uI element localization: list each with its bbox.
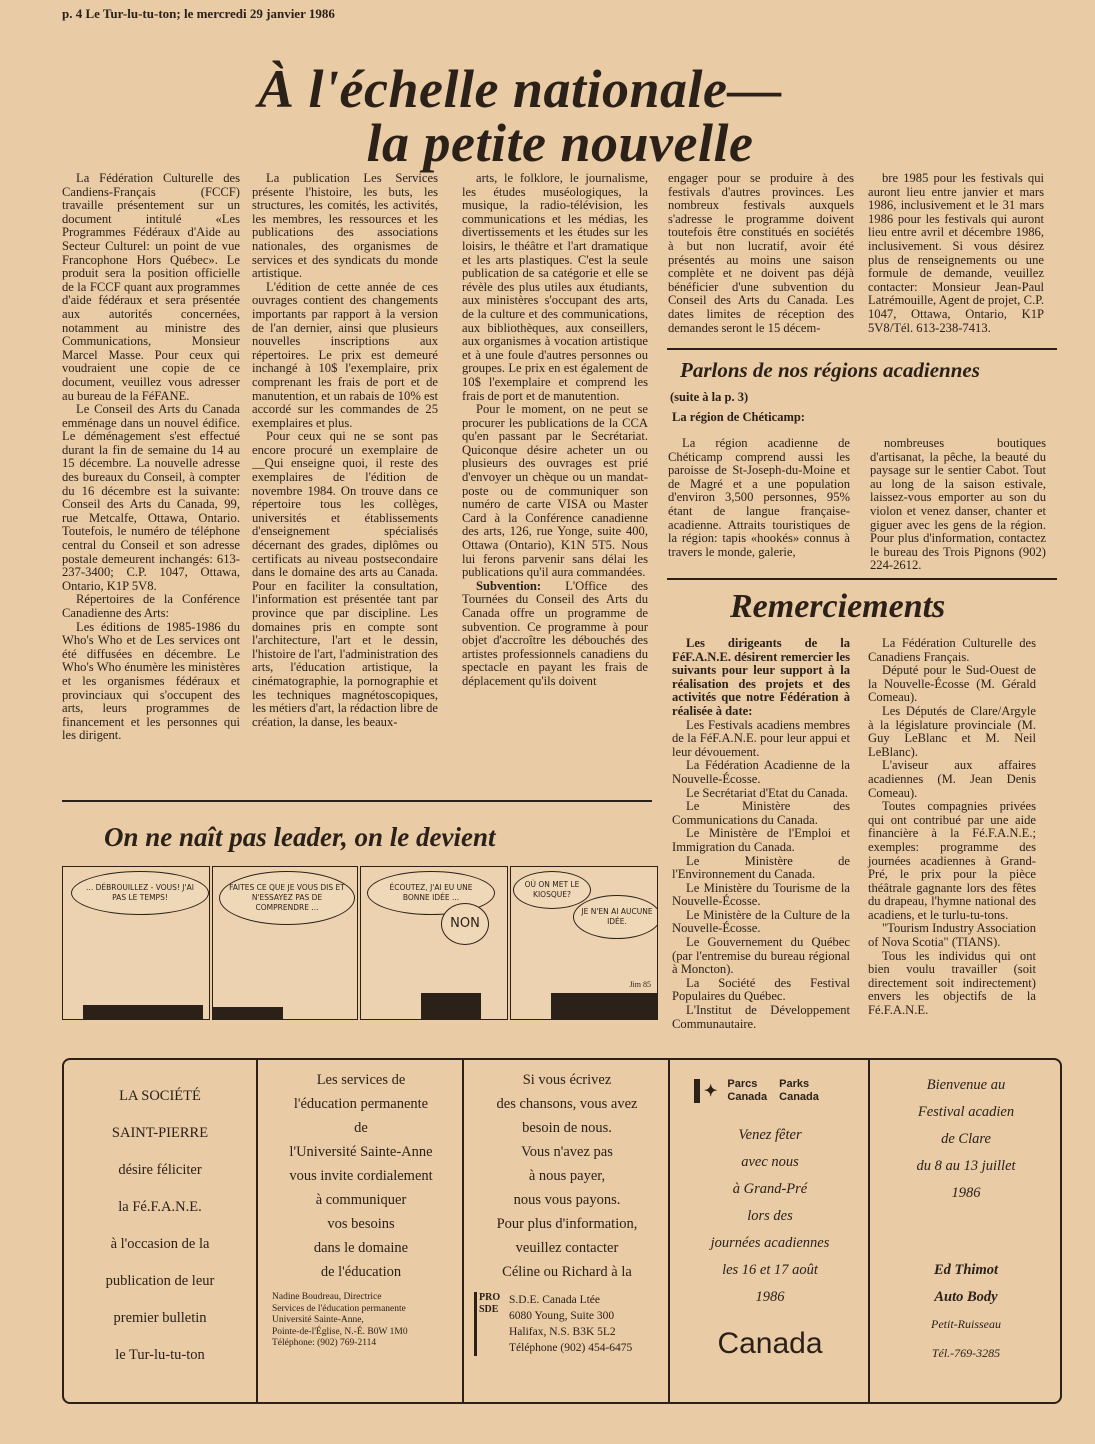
text-line: les 16 et 17 août — [722, 1262, 818, 1278]
comic-signature: Jim 85 — [629, 980, 651, 989]
comic-panel-2 — [212, 866, 358, 1020]
paragraph: Pour le moment, on ne peut se procurer les publications de la CCA qu'en passant par le Secrétariat. Quiconque désire acheter un ou plusieurs des ouvrages est prié d'envoyer un chèque ou un mandat-poste ou de communiquer son numéro de carte VISA ou Master Card à la Conférence canadienne des arts, 126, rue Yonge, suite 400, Ottawa (Ontario), K1N 5T5. Nous lui ferons parvenir sans délai les publications qu'il aura commandées. — [462, 402, 648, 580]
paragraph: Répertoires de la Conférence Canadienne des Arts: — [62, 592, 240, 620]
ad-line: désire féliciter — [118, 1162, 202, 1178]
paragraph: La publication Les Services présente l'histoire, les buts, les structures, les comités, les activités, les membres, les ressources et les publications des associations nationales, des organismes de services et des syndicats du monde artistique. — [252, 171, 438, 281]
text-line: journées acadiennes — [710, 1235, 830, 1251]
text-line: dans le domaine — [313, 1240, 409, 1256]
paragraph: Pour ceux qui ne se sont pas encore procuré un exemplaire de __Qui enseigne quoi, il reste des exemplaires de l'édition de novembre 1984. On trouve dans ce répertoire tous les collèges, universités et établissements d'enseignement spécialisés décernant des grades, diplômes ou certificats au niveau postsecondaire dans le domaine des arts au Canada. Pour en faciliter la consultation, l'information est présentée tant par province que par discipline. Les domaines pris en compte sont l'architecture, l'art et le dessin, l'histoire de l'art, l'administration des arts, l'éducation artistique, la cinématographie, la pornographie et les techniques magnétoscopiques, les métiers d'art, la rédaction libre de création, la danse, les beaux- — [252, 429, 438, 729]
paragraph: Député pour le Sud-Ouest de la Nouvelle-Écosse (M. Gérald Comeau). — [868, 663, 1036, 705]
text-line: des chansons, vous avez — [496, 1096, 638, 1112]
regions-title: Parlons de nos régions acadiennes — [680, 358, 980, 382]
text-line: Festival acadien — [917, 1104, 1015, 1120]
paragraph: Le Ministère de l'Environnement du Canada. — [672, 853, 850, 882]
text-line: Auto Body — [934, 1289, 998, 1305]
paragraph: Toutes compagnies privées qui ont contribué par une aide financière à la Fé.F.A.N.E.; exemples: programme des journées acadiennes à Grand-Pré, le prix pour la pièce théâtrale gagnante lors des fêtes du drapeau, l'hymne national des acadiens, et le turlu-tu-tons. — [868, 799, 1036, 922]
ad-universite-sainte-anne — [260, 1060, 464, 1402]
paragraph: La région acadienne de Chéticamp comprend aussi les paroisse de St-Joseph-du-Moine et de Magré et a une population d'environ 3,500 personnes, 95% étant de langue française-acadienne. Attraits touristiques de la région: tapis «hookés» connus à travers le monde, galerie, — [668, 436, 850, 559]
speech-bubble: JE N'EN AI AUCUNE IDÉE. — [573, 895, 658, 939]
text-line: Les services de — [316, 1072, 406, 1088]
paragraph: Le Ministère de l'Emploi et Immigration du Canada. — [672, 826, 850, 854]
headline — [150, 59, 890, 173]
page-folio: p. 4 Le Tur-lu-tu-ton; le mercredi 29 janvier 1986 — [62, 6, 335, 21]
text-line: 1986 — [951, 1185, 981, 1201]
agency-name: Canada — [727, 1091, 768, 1103]
ad-societe-saint-pierre — [64, 1060, 258, 1402]
agency-name: Parks — [779, 1078, 810, 1090]
comic-panel-3 — [360, 866, 508, 1020]
paragraph: La Société des Festival Populaires du Québec. — [672, 975, 850, 1004]
article-column-4 — [668, 172, 854, 335]
ad-line: SAINT-PIERRE — [111, 1125, 209, 1141]
thanks-title: Remerciements — [730, 588, 946, 625]
advertisement-box — [62, 1058, 1062, 1404]
desk — [551, 993, 657, 1019]
text-line: de l'éducation — [320, 1264, 402, 1280]
paragraph: "Tourism Industry Association of Nova Scotia" (TIANS). — [868, 921, 1036, 950]
ad-line: la Fé.F.A.N.E. — [118, 1199, 202, 1215]
ad-contact — [509, 1292, 632, 1356]
divider — [667, 578, 1057, 580]
speech-bubble: NON — [441, 903, 489, 945]
text-line: du 8 au 13 juillet — [916, 1158, 1016, 1174]
ad-line: publication de leur — [105, 1273, 215, 1289]
paragraph: Le Conseil des Arts du Canada emménage dans un nouvel édifice. Le déménagement s'est effectué durant la fin de semaine du 14 au 15 décembre. La nouvelle adresse des bureaux du Conseil, à compter du 16 décembre est la suivante: Conseil des Arts du Canada, 99, rue Metcalfe, Ottawa, Ontario. Toutefois, le numéro de téléphone central du Conseil et son adresse postale demeurent inchangés: 613-237-3400; C.P. 1047, Ottawa, Ontario, K1P 5V8. — [62, 402, 240, 593]
paragraph: Le Ministère de la Culture de la Nouvelle-Écosse. — [672, 907, 850, 936]
paragraph: Le Ministère du Tourisme de la Nouvelle-Écosse. — [672, 880, 850, 909]
paragraph: Tous les individus qui ont bien voulu travailler (soit directement soit indirectement) envers les objectifs de la Fé.F.A.N.E. — [868, 948, 1036, 1018]
comic-panel-4 — [510, 866, 658, 1020]
canada-wordmark: Canada — [717, 1327, 823, 1360]
text-line: Venez fêter — [738, 1127, 802, 1143]
paragraph: La Fédération Acadienne de la Nouvelle-Écosse. — [672, 758, 850, 786]
text-line: à communiquer — [315, 1192, 407, 1208]
text-line: de — [354, 1120, 368, 1136]
text-line: Vous n'avez pas — [521, 1144, 613, 1160]
thanks-column-1 — [672, 637, 850, 1031]
text-line: 6080 Young, Suite 300 — [509, 1310, 615, 1322]
desk — [213, 1007, 283, 1019]
text-line: besoin de nous. — [522, 1120, 612, 1136]
paragraph: engager pour se produire à des festivals d'autres provinces. Les nombreux festivals auxquels s'adresse le programme doivent toutefois être constitués en sociétés à but non lucratif, avoir été présentés au moins une saison complète et ne doivent pas déjà bénéficier d'une subvention du Conseil des Arts du Canada. Les dates limites de réception des demandes seront le 15 décem- — [668, 171, 854, 335]
text-line: Si vous écrivez — [522, 1072, 612, 1088]
text-line: lors des — [747, 1208, 793, 1224]
text-line: de Clare — [941, 1131, 991, 1147]
text-line: S.D.E. Canada Ltée — [509, 1294, 601, 1306]
text-line: à nous payer, — [528, 1168, 606, 1184]
paragraph: Le Gouvernement du Québec (par l'entremise du bureau régional à Moncton). — [672, 935, 850, 977]
ad-lines — [466, 1068, 668, 1284]
comic-title: On ne naît pas leader, on le devient — [104, 822, 496, 852]
text-line: Bienvenue au — [926, 1077, 1006, 1093]
text-line: Université Sainte-Anne, — [272, 1315, 364, 1325]
text-line: Services de l'éducation permanente — [272, 1303, 406, 1314]
paragraph: Le Secrétariat d'Etat du Canada. — [686, 785, 849, 800]
text-line: Nadine Boudreau, Directrice — [272, 1292, 382, 1302]
paragraph: Les Députés de Clare/Argyle à la législature provinciale (M. Guy LeBlanc et M. Neil LeBlanc). — [868, 703, 1036, 759]
text-line: Pour plus d'information, — [496, 1216, 638, 1232]
paragraph: arts, le folklore, le journalisme, les études muséologiques, la musique, la radio-télévision, les communications et les médias, les divertissements et les études sur les loisirs, le théâtre et l'art dramatique et les arts plastiques. C'est la seule publication de sa catégorie et elle se révèle des plus utiles aux étudiants, aux ministères s'occupant des arts, de la culture et des communications, aux bibliothèques, aux conseillers, aux organismes à vocation artistique et à une foule d'autres personnes ou groupes. Le prix en est également de 10$ l'exemplaire et comprend les frais de port et de manutention. — [462, 171, 648, 403]
speech-bubble: OÙ ON MET LE KIOSQUE? — [513, 871, 591, 909]
paragraph: Subvention: L'Office des Tournées du Conseil des Arts du Canada offre un programme de subvention. Ce programme à pour objet d'accroître les débouchés des artistes professionnels canadiens du spectacle en payant les frais de déplacement qu'ils doivent — [462, 578, 648, 688]
paragraph-lead: Subvention: — [476, 578, 542, 593]
ad-line: le Tur-lu-tu-ton — [115, 1347, 205, 1363]
text-line: Téléphone (902) 454-6475 — [509, 1342, 633, 1354]
paragraph: Les Festivals acadiens membres de la FéF.A.N.E. pour leur appui et leur dévouement. — [672, 717, 850, 759]
desk — [83, 1005, 203, 1019]
paragraph: bre 1985 pour les festivals qui auront lieu entre janvier et mars 1986, inclusivement et le 31 mars 1986 pour les festivals qui auront lieu entre avril et décembre 1986, inclusivement. Si vous désirez plus de renseignements ou une formule de demande, veuillez contacter: Monsieur Jean-Paul Latrémouille, Agent de projet, C.P. 1047, Ottawa, Ontario, K1P 5V8/Tél. 613-238-7413. — [868, 171, 1044, 335]
ad-lines — [672, 1122, 868, 1311]
regions-column-1 — [668, 437, 850, 559]
ad-contact — [272, 1292, 462, 1350]
ad-parcs-canada — [672, 1060, 870, 1402]
text-line: l'éducation permanente — [293, 1096, 429, 1112]
text-line: vos besoins — [327, 1216, 395, 1232]
ad-festival-clare — [872, 1060, 1060, 1402]
ad-phone: Tél.-769-3285 — [931, 1346, 1001, 1360]
paragraph — [672, 637, 850, 719]
paragraph: La Fédération Culturelle des Candiens-Français (FCCF) travaille présentement sur un document intitulé «Les Programmes Fédéraux d'Aide au Secteur Culturel: un point de vue Francophone Hors Québec». Le produit sera la position officielle de la FCCF quant aux programmes d'aide fédéraux et sera présentée aux autorités concernées, notamment au ministre des Communications, Monsieur Marcel Masse. Pour ceux qui voudraient une copie de ce document, veuillez vous adresser au bureau de la FéFANE. — [62, 171, 240, 403]
ad-line: premier bulletin — [113, 1310, 207, 1326]
article-column-2 — [252, 172, 438, 729]
text-line: vous invite cordialement — [289, 1168, 433, 1184]
agency-name: Canada — [779, 1091, 819, 1103]
text-line: veuillez contacter — [515, 1240, 619, 1256]
paragraph: L'Institut de Développement Communautaire. — [672, 1003, 850, 1031]
text-line: Céline ou Richard à la — [502, 1264, 632, 1280]
paragraph: nombreuses boutiques d'artisanat, la pêche, la beauté du paysage sur le sentier Cabot. Tout au long de la saison estivale, laissez-vous emporter au son du violon et venez danser, chanter et giguer avec les gens de la région. Pour plus d'information, contactez le bureau des Trois Pignons (902) 224-2612. — [870, 436, 1046, 573]
maple-leaf-icon: ✦ — [704, 1082, 718, 1100]
text-line: nous vous payons. — [513, 1192, 621, 1208]
paragraph: La Fédération Culturelle des Canadiens Français. — [868, 636, 1036, 664]
headline-line-1: À l'échelle nationale— — [258, 59, 782, 119]
regions-subhead: La région de Chéticamp: — [672, 410, 805, 424]
text-line: Halifax, N.S. B3K 5L2 — [509, 1326, 616, 1338]
speech-bubble: FAITES CE QUE JE VOUS DIS ET N'ESSAYEZ PAS DE COMPRENDRE ... — [219, 871, 355, 925]
ad-sde-canada — [466, 1060, 670, 1402]
canada-flag-icon — [694, 1079, 700, 1103]
text-line: l'Université Sainte-Anne — [289, 1144, 433, 1160]
paragraph: Les éditions de 1985-1986 du Who's Who et de Les services ont été diffusées en décembre. Le Who's Who énumère les ministères et les organismes fédéraux et provinciaux qui s'occupent des arts, leurs programmes de financement et les personnes qui les dirigent. — [62, 619, 240, 743]
regions-continued: (suite à la p. 3) — [670, 390, 749, 404]
article-column-5 — [868, 172, 1044, 335]
ad-place: Petit-Ruisseau — [931, 1317, 1001, 1331]
text-line: Ed Thimot — [933, 1262, 999, 1278]
article-column-3 — [462, 172, 648, 689]
pro-sde-logo: PRO SDE — [474, 1292, 501, 1356]
text-line: avec nous — [741, 1154, 799, 1170]
desk — [421, 993, 481, 1019]
speech-bubble: ... DÉBROUILLEZ - VOUS! J'AI PAS LE TEMPS! — [71, 871, 209, 915]
speech-bubble: ÉCOUTEZ, J'AI EU UNE BONNE IDÉE ... — [367, 871, 495, 915]
divider — [667, 348, 1057, 350]
regions-column-2 — [870, 437, 1046, 573]
ad-business — [872, 1257, 1060, 1311]
text-line: à Grand-Pré — [732, 1181, 808, 1197]
text-line: Pointe-de-l'Église, N.-É. B0W 1M0 — [272, 1326, 408, 1337]
ad-lines — [260, 1068, 462, 1284]
ad-line: LA SOCIÉTÉ — [119, 1088, 201, 1104]
agency-name: Parcs — [727, 1078, 758, 1090]
divider — [62, 800, 652, 802]
comic-panel-1 — [62, 866, 210, 1020]
thanks-column-2 — [868, 637, 1036, 1018]
ad-line: à l'occasion de la — [110, 1236, 210, 1252]
paragraph: L'édition de cette année de ces ouvrages contient des changements importants par rapport à la version de l'an dernier, ainsi que plusieurs nouvelles inscriptions aux répertoires. Le prix est demeuré inchangé à 10$ l'exemplaire, prix comprenant les frais de port et de manutention, et un rabais de 10% est accordé sur les commandes de 25 exemplaires et plus. — [252, 279, 438, 430]
paragraph: L'aviseur aux affaires acadiennes (M. Jean Denis Comeau). — [868, 758, 1036, 800]
paragraph-lead: Les dirigeants de la FéF.A.N.E. désirent remercier les suivants pour leur support à la réalisation des projets et des activités que notre Fédération à réalisée à date: — [672, 636, 851, 718]
text-line: 1986 — [755, 1289, 785, 1305]
paragraph: Le Ministère des Communications du Canada. — [672, 799, 850, 827]
headline-line-2: la petite nouvelle — [366, 113, 754, 173]
ad-lines — [872, 1072, 1060, 1207]
article-column-1 — [62, 172, 240, 743]
text-line: Téléphone: (902) 769-2114 — [272, 1338, 377, 1348]
